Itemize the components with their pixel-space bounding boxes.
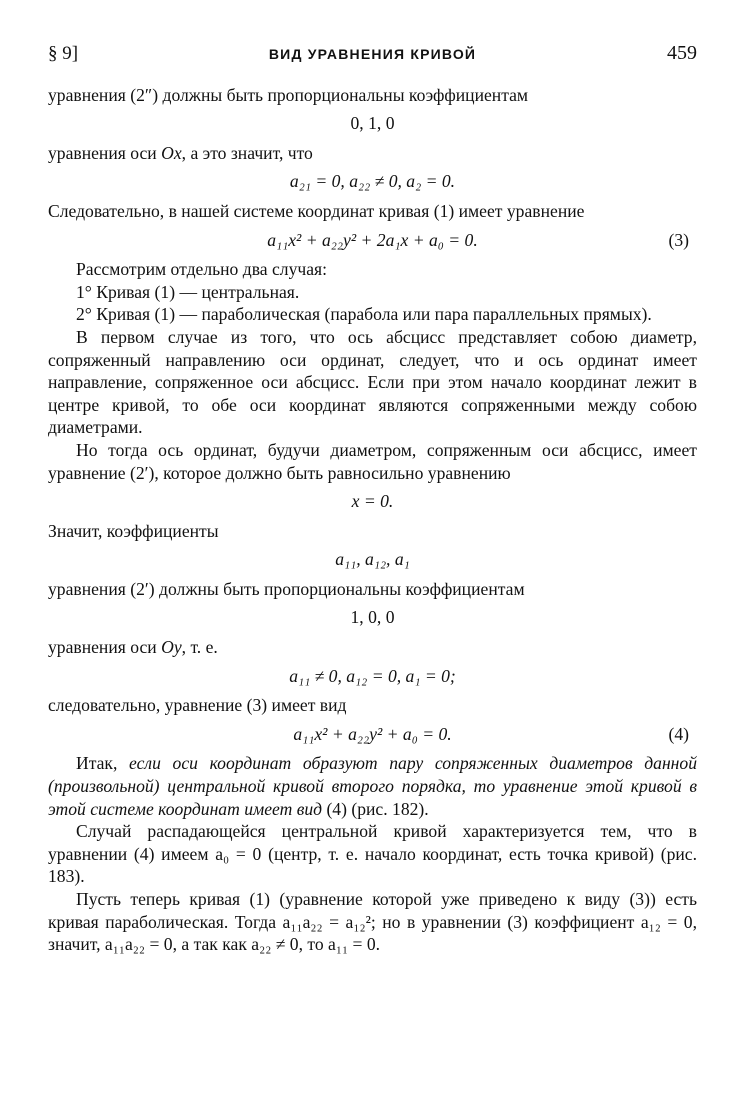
equation-conditions-2: a₁₁ ≠ 0, a₁₂ = 0, a₁ = 0; bbox=[289, 665, 456, 686]
paragraph-9-start: уравнения оси bbox=[48, 637, 162, 658]
case-2: 2° Кривая (1) — параболическая (парабола или пара параллельных прямых). bbox=[76, 304, 652, 325]
equation-3 bbox=[48, 229, 697, 252]
paragraph-9 bbox=[48, 636, 697, 659]
paragraph-3: Следовательно, в нашей системе координат кривая (1) имеет уравнение bbox=[48, 200, 585, 221]
equation-4 bbox=[48, 723, 697, 746]
equation-3-body: a₁₁x² + a₂₂y² + 2a₁x + a₀ = 0. bbox=[267, 229, 478, 250]
paragraph-6: Но тогда ось ординат, будучи диаметром, сопряженным оси абсцисс, имеет уравнение (2′), которое должно быть равносильно уравнению bbox=[48, 439, 697, 483]
paragraph-8: уравнения (2′) должны быть пропорциональны коэффициентам bbox=[48, 578, 525, 599]
paragraph-13: Пусть теперь кривая (1) (уравнение которой уже приведено к виду (3)) есть кривая параболическая. Тогда a₁₁a₂₂ = a₁₂²; но в уравнении (3) коэффициент a₁₂ = 0, значит, a₁₁a₂₂ = 0, а так как a₂₂ ≠ 0, то a₁₁ = 0. bbox=[48, 889, 697, 955]
equation-coefficients-list: a₁₁, a₁₂, a₁ bbox=[335, 549, 410, 570]
theorem-statement: если оси координат образуют пару сопряженных диаметров данной (произвольной) центральной кривой второго порядка, то уравнение этой кривой в этой системе координат имеет вид bbox=[48, 753, 697, 819]
axis-ox: Ox bbox=[161, 142, 182, 163]
paragraph-11 bbox=[48, 752, 697, 820]
section-marker: § 9] bbox=[48, 43, 79, 64]
paragraph-11-start: Итак, bbox=[76, 753, 130, 774]
paragraph-2-end: , а это значит, что bbox=[181, 142, 313, 163]
equation-4-number: (4) bbox=[668, 723, 689, 744]
equation-coefficients-oy: 1, 0, 0 bbox=[350, 607, 395, 628]
paragraph-10: следовательно, уравнение (3) имеет вид bbox=[48, 695, 347, 716]
equation-coefficients-ox: 0, 1, 0 bbox=[350, 113, 395, 134]
paragraph-2 bbox=[48, 142, 697, 165]
paragraph-12: Случай распадающейся центральной кривой характеризуется тем, что в уравнении (4) имеем a₀ = 0 (центр, т. е. начало координат, есть точка кривой) (рис. 183). bbox=[48, 821, 697, 887]
equation-x-zero: x = 0. bbox=[351, 491, 394, 512]
paragraph-9-end: , т. е. bbox=[181, 637, 218, 658]
paragraph-4: Рассмотрим отдельно два случая: bbox=[76, 259, 328, 280]
paragraph-11-end: (4) (рис. 182). bbox=[322, 798, 429, 819]
paragraph-5: В первом случае из того, что ось абсцисс представляет собою диаметр, сопряженный направлению оси ординат, следует, что и ось ординат имеет направление, сопряженное оси абсцисс. Если при этом начало координат лежит в центре кривой, то обе оси координат являются сопряженными между собою диаметрами. bbox=[48, 326, 697, 438]
axis-oy: Oy bbox=[161, 637, 182, 658]
running-header bbox=[48, 42, 697, 66]
page-number: 459 bbox=[666, 42, 697, 64]
paragraph-1: уравнения (2″) должны быть пропорциональны коэффициентам bbox=[48, 84, 529, 105]
paragraph-2-start: уравнения оси bbox=[48, 142, 162, 163]
equation-4-body: a₁₁x² + a₂₂y² + a₀ = 0. bbox=[293, 723, 452, 744]
running-title: ВИД УРАВНЕНИЯ КРИВОЙ bbox=[268, 46, 477, 62]
case-1: 1° Кривая (1) — центральная. bbox=[76, 281, 300, 302]
equation-conditions-1: a₂₁ = 0, a₂₂ ≠ 0, a₂ = 0. bbox=[289, 171, 456, 192]
paragraph-7: Значит, коэффициенты bbox=[48, 520, 219, 541]
equation-3-number: (3) bbox=[668, 229, 689, 250]
